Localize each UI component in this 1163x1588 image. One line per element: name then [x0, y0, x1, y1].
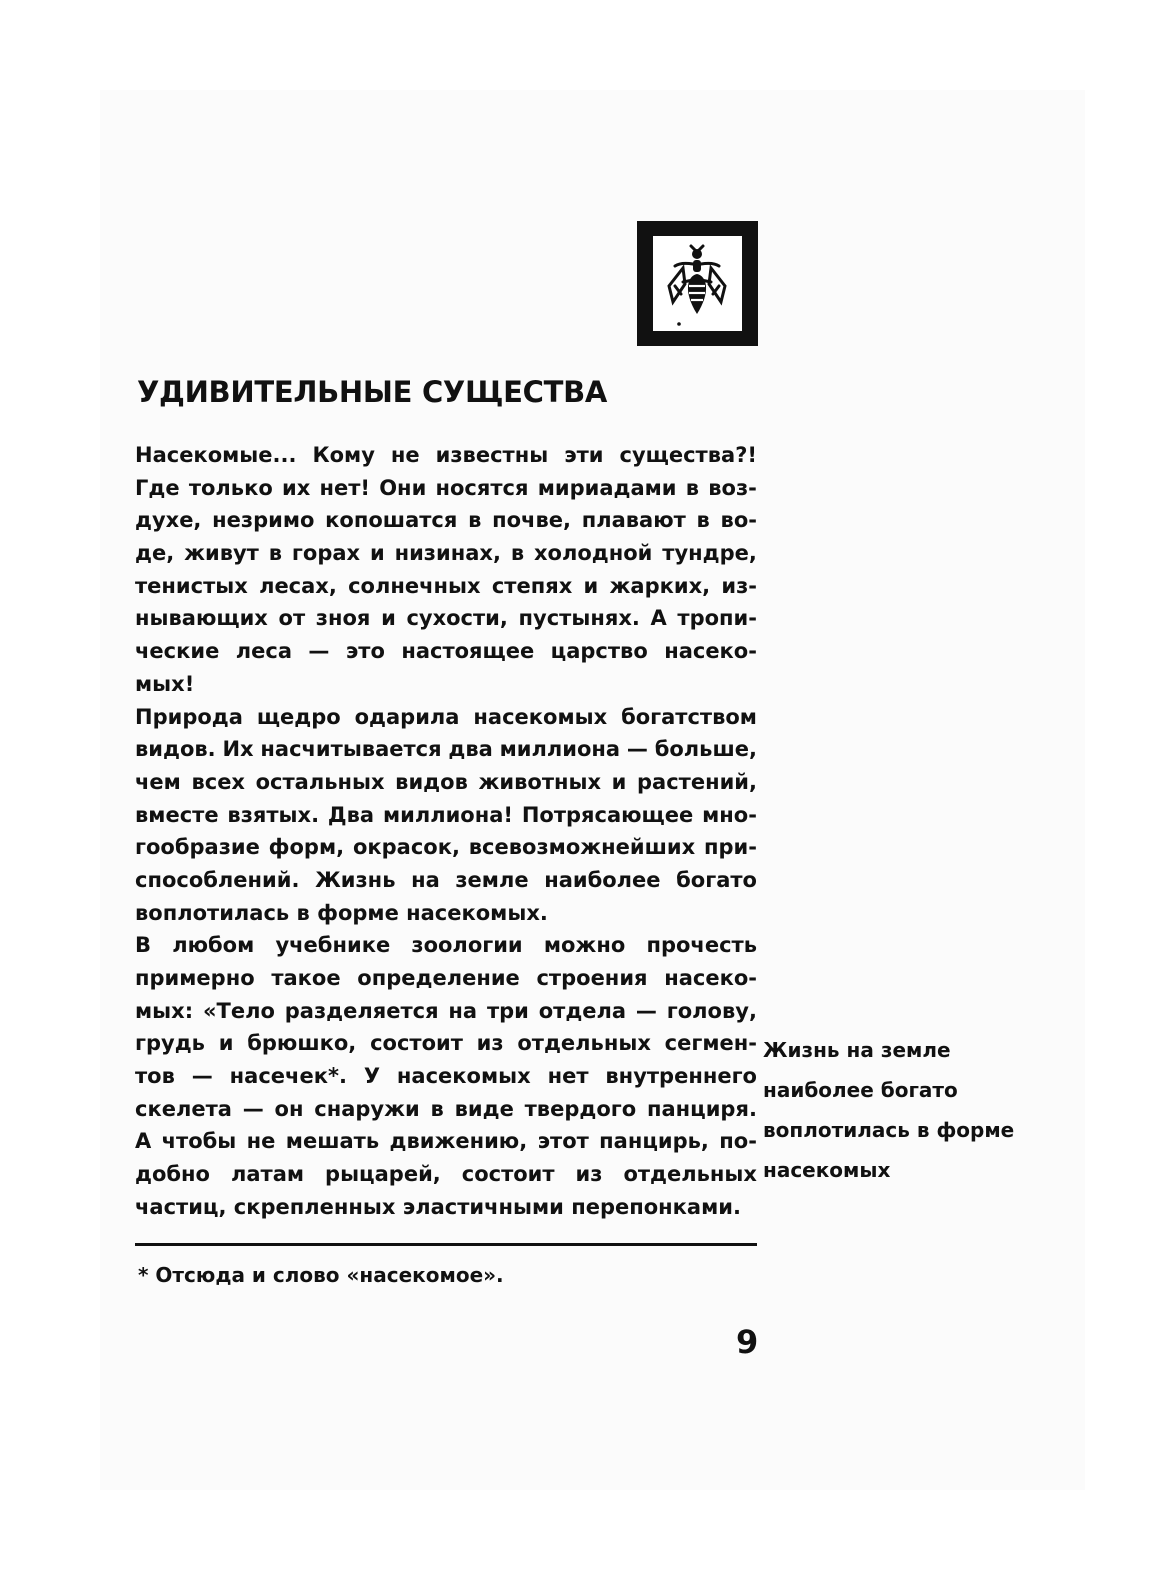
body-word: одарила — [354, 704, 460, 729]
body-word: скелета — [135, 1096, 232, 1121]
body-word: тропи- — [677, 606, 757, 631]
body-word: три — [486, 998, 529, 1023]
body-line — [135, 929, 757, 962]
body-word: не — [246, 1129, 276, 1154]
body-word: и — [369, 541, 385, 566]
body-line — [135, 1158, 757, 1191]
body-word: строения — [536, 966, 648, 990]
body-word: латам — [230, 1162, 305, 1187]
body-word: и — [583, 573, 599, 598]
body-word: чем — [135, 769, 181, 794]
body-word: Где — [135, 475, 180, 500]
body-word: панциря. — [646, 1096, 757, 1121]
body-line — [135, 504, 757, 537]
body-word: по- — [719, 1129, 757, 1154]
footnote: * Отсюда и слово «насекомое». — [138, 1263, 504, 1287]
body-line: мых! — [135, 671, 195, 696]
body-word: нывающих — [135, 606, 268, 631]
body-word: внутреннего — [605, 1064, 757, 1089]
body-word: это — [345, 639, 385, 664]
body-word: насечек*. — [229, 1064, 347, 1089]
body-word: зоологии — [411, 933, 523, 958]
body-word: отдела — [538, 998, 627, 1023]
body-word: отдельных — [517, 1031, 651, 1056]
body-word: и — [381, 606, 396, 631]
body-word: незримо — [212, 508, 315, 533]
body-word: холодной — [534, 541, 653, 566]
body-word: копошатся — [325, 508, 458, 533]
body-line — [135, 602, 757, 635]
body-word: Два — [327, 802, 375, 827]
body-word: царство — [550, 639, 648, 664]
body-word: в — [430, 1096, 444, 1121]
body-word: пустынях. — [518, 606, 640, 631]
body-word: — — [635, 998, 657, 1023]
body-line: частиц, скрепленных эластичными перепонками. — [135, 1194, 741, 1219]
body-word: воз- — [708, 475, 757, 500]
body-word: тов — [135, 1064, 175, 1089]
body-line — [135, 995, 757, 1028]
body-word: состоит — [370, 1031, 463, 1056]
body-word: почве, — [492, 508, 571, 533]
body-line — [135, 733, 757, 766]
body-line — [135, 439, 757, 472]
body-word: животных — [478, 769, 602, 794]
body-word: рыцарей, — [325, 1162, 441, 1187]
body-word: отдельных — [623, 1162, 757, 1187]
body-word: насекомых — [473, 704, 608, 729]
body-word: щедро — [256, 704, 341, 729]
body-word: примерно — [135, 966, 255, 990]
body-line — [135, 570, 757, 603]
body-word: мно- — [702, 802, 757, 827]
body-word: солнечных — [348, 573, 481, 598]
body-word: в — [268, 541, 283, 566]
body-word: настоящее — [401, 639, 535, 664]
body-word: растений, — [637, 769, 757, 794]
body-word: способлений. — [135, 867, 300, 892]
body-word: этот — [537, 1129, 589, 1154]
body-word: эти — [564, 443, 604, 467]
body-word: нет! — [319, 475, 370, 500]
body-word: нет — [547, 1064, 589, 1089]
chapter-emblem — [637, 221, 758, 346]
body-word: всех — [191, 769, 245, 794]
body-word: прочесть — [646, 933, 757, 958]
body-line: воплотилась в форме насекомых. — [135, 900, 548, 925]
body-word: от — [278, 606, 306, 631]
body-text — [135, 439, 757, 1224]
body-word: окрасок, — [352, 835, 460, 860]
body-line — [135, 1060, 757, 1093]
body-word: в — [685, 475, 700, 500]
body-word: вместе — [135, 802, 219, 827]
body-word: мешать — [285, 1129, 380, 1154]
body-word: — — [308, 639, 330, 664]
body-word: на — [411, 867, 440, 892]
body-word: видов — [395, 769, 468, 794]
body-word: духе, — [135, 508, 202, 533]
body-word: во- — [720, 508, 757, 533]
body-word: виде — [454, 1096, 514, 1121]
body-word: всевозможнейших — [468, 835, 696, 860]
body-word: определение — [357, 966, 520, 990]
body-line — [135, 831, 757, 864]
body-word: А — [135, 1129, 152, 1154]
body-word: живут — [184, 541, 259, 566]
body-word: добно — [135, 1162, 210, 1187]
body-word: сегмен- — [664, 1031, 757, 1056]
body-word: и — [611, 769, 627, 794]
body-word: и — [218, 1031, 234, 1056]
body-word: Жизнь — [315, 867, 396, 892]
body-line — [135, 1093, 757, 1126]
body-word: существа?! — [619, 443, 757, 467]
body-word: лесах, — [259, 573, 337, 598]
body-line — [135, 472, 757, 505]
body-word: только — [188, 475, 273, 500]
body-word: мых: — [135, 998, 194, 1023]
body-word: тенистых — [135, 573, 248, 598]
body-word: Природа — [135, 704, 243, 729]
body-word: брюшко, — [247, 1031, 357, 1056]
body-line — [135, 537, 757, 570]
body-word: остальных — [255, 769, 385, 794]
body-word: «Тело — [202, 998, 275, 1023]
body-word: твердого — [524, 1096, 637, 1121]
footnote-rule — [135, 1243, 757, 1246]
body-word: два — [448, 737, 493, 762]
body-word: жарких, — [609, 573, 711, 598]
body-word: сухости, — [406, 606, 508, 631]
body-word: учебнике — [275, 933, 391, 958]
body-word: Их — [222, 737, 254, 762]
bee-icon — [653, 236, 742, 331]
body-word: из — [575, 1162, 603, 1187]
body-word: А — [650, 606, 667, 631]
body-word: степях — [491, 573, 573, 598]
body-word: движению, — [389, 1129, 528, 1154]
body-word: носятся — [435, 475, 529, 500]
body-word: — — [626, 737, 648, 762]
body-word: известны — [435, 443, 549, 467]
body-word: в — [696, 508, 710, 533]
body-line — [135, 1125, 757, 1158]
body-word: насеко- — [664, 966, 757, 990]
body-word: миллиона — [499, 737, 621, 762]
body-line — [135, 864, 757, 897]
body-line — [135, 766, 757, 799]
body-word: их — [281, 475, 311, 500]
body-word: миллиона! — [382, 802, 513, 827]
body-word: плавают — [581, 508, 686, 533]
body-line — [135, 701, 757, 734]
body-word: не — [390, 443, 420, 467]
body-word: при- — [703, 835, 757, 860]
body-word: В — [135, 933, 152, 958]
body-word: в — [468, 508, 482, 533]
body-word: грудь — [135, 1031, 205, 1056]
body-word: снаружи — [314, 1096, 420, 1121]
side-note-line: насекомых — [763, 1158, 891, 1182]
body-word: насекомых — [396, 1064, 531, 1089]
body-word: панцирь, — [599, 1129, 709, 1154]
body-word: больше, — [654, 737, 757, 762]
body-word: голову, — [666, 998, 757, 1023]
body-word: наиболее — [544, 867, 661, 892]
body-word: богато — [676, 867, 757, 892]
body-line — [135, 799, 757, 832]
body-word: взятых. — [227, 802, 320, 827]
body-word: форм, — [268, 835, 345, 860]
body-word: насеко- — [664, 639, 757, 664]
body-word: на — [448, 998, 478, 1023]
body-word: можно — [543, 933, 626, 958]
body-word: тундре, — [662, 541, 757, 566]
body-word: Они — [379, 475, 427, 500]
body-word: низинах, — [394, 541, 501, 566]
body-word: из — [476, 1031, 504, 1056]
body-word: — — [242, 1096, 264, 1121]
body-word: гообразие — [135, 835, 260, 860]
page-number: 9 — [736, 1323, 759, 1361]
body-word: состоит — [461, 1162, 555, 1187]
side-note-line: наиболее богато — [763, 1078, 958, 1102]
body-word: разделяется — [284, 998, 439, 1023]
body-line — [135, 962, 757, 995]
body-word: земле — [455, 867, 529, 892]
body-word: видов. — [135, 737, 216, 762]
body-word: леса — [235, 639, 292, 664]
body-line — [135, 1027, 757, 1060]
body-word: Потрясающее — [521, 802, 694, 827]
body-word: де, — [135, 541, 175, 566]
body-word: Кому — [312, 443, 375, 467]
body-word: чтобы — [161, 1129, 237, 1154]
body-word: такое — [271, 966, 341, 990]
side-note-line: воплотилась в форме — [763, 1118, 1015, 1142]
body-word: Насекомые... — [135, 443, 297, 467]
body-word: горах — [291, 541, 361, 566]
body-word: он — [274, 1096, 304, 1121]
body-word: насчитывается — [260, 737, 442, 762]
body-word: мириадами — [537, 475, 677, 500]
body-word: богатством — [621, 704, 757, 729]
body-line — [135, 635, 757, 668]
body-word: из- — [721, 573, 757, 598]
side-note — [763, 1030, 1014, 1190]
page-title: УДИВИТЕЛЬНЫЕ СУЩЕСТВА — [137, 375, 608, 409]
body-word: — — [191, 1064, 213, 1089]
body-word: в — [510, 541, 525, 566]
body-word: У — [363, 1064, 381, 1089]
body-word: любом — [172, 933, 255, 958]
emblem-frame — [653, 236, 742, 331]
body-word: зноя — [315, 606, 371, 631]
body-word: ческие — [135, 639, 220, 664]
side-note-line: Жизнь на земле — [763, 1038, 951, 1062]
